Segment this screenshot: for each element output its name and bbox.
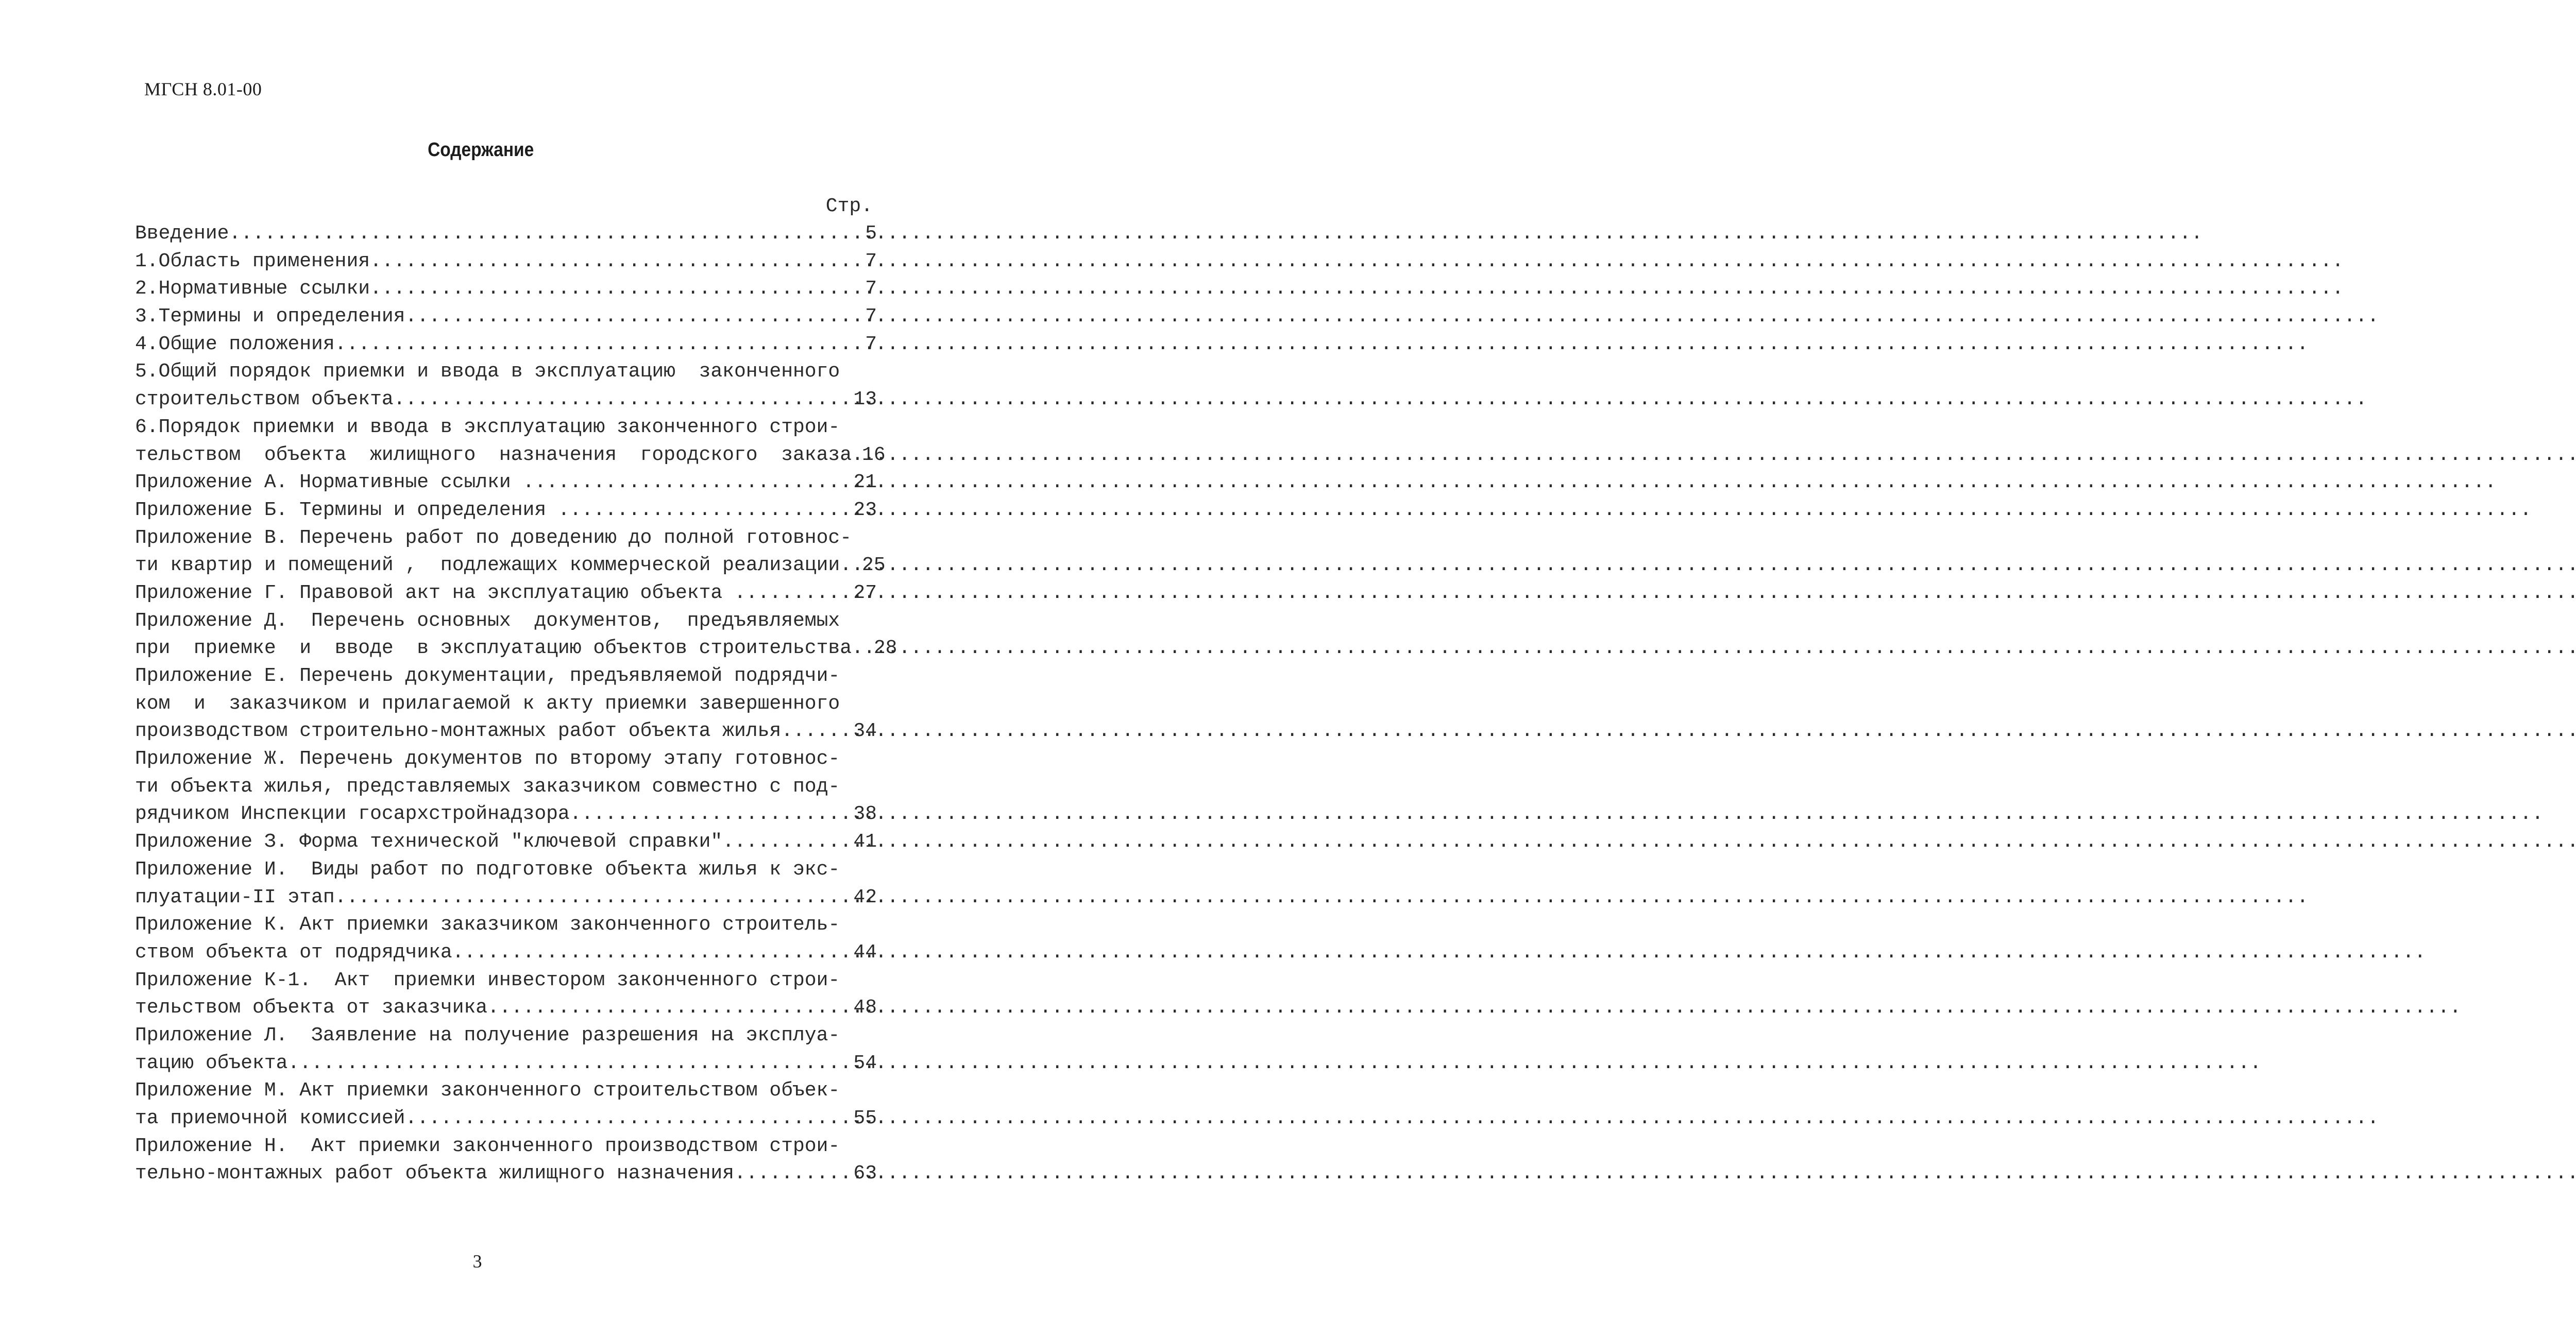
toc-entry-last-line (135, 1050, 877, 1077)
toc-entry-text: Приложение Ж. Перечень документов по второму этапу готовнос- (135, 748, 840, 770)
toc-entry-last-line (135, 828, 877, 856)
toc-entry-text: 4.Общие положения (135, 333, 335, 355)
toc-entry-text: Приложение И. Виды работ по подготовке объекта жилья к экс- (135, 858, 840, 881)
toc-entry[interactable] (135, 358, 877, 413)
toc-entry[interactable] (135, 607, 897, 662)
dot-leader (523, 469, 854, 496)
dot-leader (394, 386, 854, 414)
dot-leader (734, 579, 853, 607)
toc-entry-last-line (135, 248, 877, 276)
toc-entry-page: 38 (853, 803, 877, 826)
toc-entry-text: Приложение А. Нормативные ссылки (135, 471, 523, 494)
toc-entry-page: 55 (853, 1107, 877, 1129)
toc-entry-last-line (135, 552, 886, 579)
dot-leader (781, 717, 853, 745)
toc-entry-page: 42 (853, 886, 877, 908)
toc-entry-text: Приложение Б. Термины и определения (135, 499, 558, 521)
toc-entry-page: 27 (853, 581, 877, 604)
toc-entry[interactable] (135, 1133, 877, 1188)
toc-entry-text: рядчиком Инспекции госархстройнадзора (135, 803, 570, 826)
toc-entry[interactable] (135, 579, 877, 607)
toc-entry-text: 1.Область применения (135, 250, 370, 272)
toc-entry-last-line (135, 884, 877, 912)
toc-entry-text: 2.Нормативные ссылки (135, 278, 370, 300)
dot-leader (722, 828, 853, 856)
toc-entry-last-line (135, 1160, 877, 1188)
toc-entry[interactable] (135, 1022, 877, 1077)
toc-entry-text: Приложение Г. Правовой акт на эксплуатацию объекта (135, 581, 734, 604)
toc-entry-last-line (135, 220, 877, 248)
toc-entry[interactable] (135, 828, 877, 856)
toc-entry-last-line (135, 275, 877, 303)
toc-entry-last-line (135, 717, 877, 745)
toc-entry-text: Приложение Л. Заявление на получение разрешения на эксплуа- (135, 1024, 840, 1046)
toc-entry[interactable] (135, 303, 877, 331)
toc-entry-text: Приложение В. Перечень работ по доведению до полной готовнос- (135, 526, 852, 549)
toc-entry-text: плуатации-II этап (135, 886, 335, 908)
table-of-contents (135, 193, 897, 1188)
toc-entry-page: 5 (865, 222, 877, 245)
toc-list (135, 220, 897, 1188)
toc-entry[interactable] (135, 414, 886, 469)
toc-entry-page: 7 (865, 278, 877, 300)
toc-entry-text: Приложение Н. Акт приемки законченного производством строи- (135, 1135, 840, 1157)
document-code: МГСН 8.01-00 (144, 79, 262, 99)
toc-entry[interactable] (135, 662, 877, 745)
toc-entry-last-line (135, 1105, 877, 1133)
toc-entry-last-line (135, 994, 877, 1022)
toc-entry-last-line (135, 386, 877, 414)
toc-entry-page: 7 (865, 305, 877, 328)
toc-entry-text: при приемке и вводе в эксплуатацию объектов строительства (135, 637, 852, 660)
toc-entry[interactable] (135, 248, 877, 276)
dot-leader (852, 441, 862, 469)
dot-leader (734, 1160, 853, 1188)
toc-entry-last-line (135, 441, 886, 469)
toc-entry-page: 21 (853, 471, 877, 494)
toc-entry-text: ком и заказчиком и прилагаемой к акту приемки завершенного (135, 692, 840, 715)
toc-entry-page: 41 (853, 831, 877, 853)
toc-entry-text: Приложение К-1. Акт приемки инвестором законченного строи- (135, 969, 840, 991)
toc-entry-text: Приложение З. Форма технической "ключевой справки" (135, 831, 723, 853)
toc-entry-last-line (135, 800, 877, 828)
toc-entry-text: Приложение К. Акт приемки заказчиком законченного строитель- (135, 914, 840, 936)
toc-entry[interactable] (135, 275, 877, 303)
toc-entry[interactable] (135, 967, 877, 1022)
dot-leader (840, 552, 850, 579)
toc-entry-page: 63 (853, 1162, 877, 1185)
toc-entry-page: 28 (862, 637, 897, 660)
toc-entry-text: строительством объекта (135, 388, 394, 411)
dot-leader (405, 303, 866, 331)
dot-leader (370, 275, 865, 303)
toc-entry-text: 3.Термины и определения (135, 305, 405, 328)
dot-leader (852, 634, 862, 662)
toc-entry-text: Приложение Е. Перечень документации, предъявляемой подрядчи- (135, 665, 840, 687)
toc-entry[interactable] (135, 331, 877, 358)
toc-entry-last-line (135, 331, 877, 358)
toc-entry-text: ти объекта жилья, представляемых заказчиком совместно с под- (135, 775, 840, 798)
toc-entry-page: 7 (865, 333, 877, 355)
toc-entry-text: тельно-монтажных работ объекта жилищного назначения (135, 1162, 734, 1185)
toc-entry-last-line (135, 303, 877, 331)
toc-entry-text: та приемочной комиссией (135, 1107, 405, 1129)
toc-entry[interactable] (135, 1077, 877, 1132)
toc-title: Содержание (428, 139, 534, 161)
toc-entry-page: 13 (853, 388, 877, 411)
toc-entry[interactable] (135, 220, 877, 248)
dot-leader (335, 331, 866, 358)
dot-leader (229, 220, 865, 248)
toc-entry-text: производством строительно-монтажных работ объекта жилья (135, 720, 782, 743)
toc-entry-text: тельством объекта от заказчика (135, 997, 488, 1019)
toc-entry[interactable] (135, 745, 877, 828)
dot-leader (487, 994, 853, 1022)
toc-entry-text: тельством объекта жилищного назначения городского заказа (135, 443, 852, 466)
toc-entry-text: 6.Порядок приемки и ввода в эксплуатацию законченного строи- (135, 416, 840, 438)
dot-leader (287, 1050, 853, 1077)
toc-entry-text: Введение (135, 222, 229, 245)
toc-entry-page: 48 (853, 997, 877, 1019)
toc-entry-text: Приложение М. Акт приемки законченного строительством объек- (135, 1079, 840, 1102)
toc-entry-text: Приложение Д. Перечень основных документов, предъявляемых (135, 609, 840, 632)
toc-entry-page: 16 (862, 443, 886, 466)
toc-entry[interactable] (135, 469, 877, 496)
toc-entry-last-line (135, 469, 877, 496)
toc-entry-text: 5.Общий порядок приемки и ввода в эксплуатацию законченного (135, 361, 840, 383)
dot-leader (370, 248, 865, 276)
toc-entry-text: ти квартир и помещений , подлежащих коммерческой реализации (135, 554, 840, 577)
toc-entry-last-line (135, 939, 877, 967)
page-column-label: Стр. (825, 195, 873, 217)
toc-entry-last-line (135, 579, 877, 607)
dot-leader (558, 496, 853, 524)
toc-entry[interactable] (135, 911, 877, 966)
toc-entry-page: 25 (850, 554, 886, 577)
toc-entry-text: ством объекта от подрядчика (135, 941, 452, 964)
toc-entry-page: 7 (865, 250, 877, 272)
toc-entry[interactable] (135, 496, 877, 524)
dot-leader (335, 884, 854, 912)
toc-entry-page: 44 (853, 941, 877, 964)
page-number: 3 (472, 1251, 482, 1272)
toc-entry[interactable] (135, 856, 877, 911)
dot-leader (452, 939, 854, 967)
toc-entry-text: тацию объекта (135, 1052, 288, 1074)
toc-entry-page: 23 (853, 499, 877, 521)
toc-entry-page: 34 (853, 720, 877, 743)
dot-leader (405, 1105, 854, 1133)
toc-entry-last-line (135, 634, 897, 662)
toc-entry-page: 54 (853, 1052, 877, 1074)
toc-entry-last-line (135, 496, 877, 524)
dot-leader (570, 800, 854, 828)
toc-entry[interactable] (135, 524, 886, 579)
